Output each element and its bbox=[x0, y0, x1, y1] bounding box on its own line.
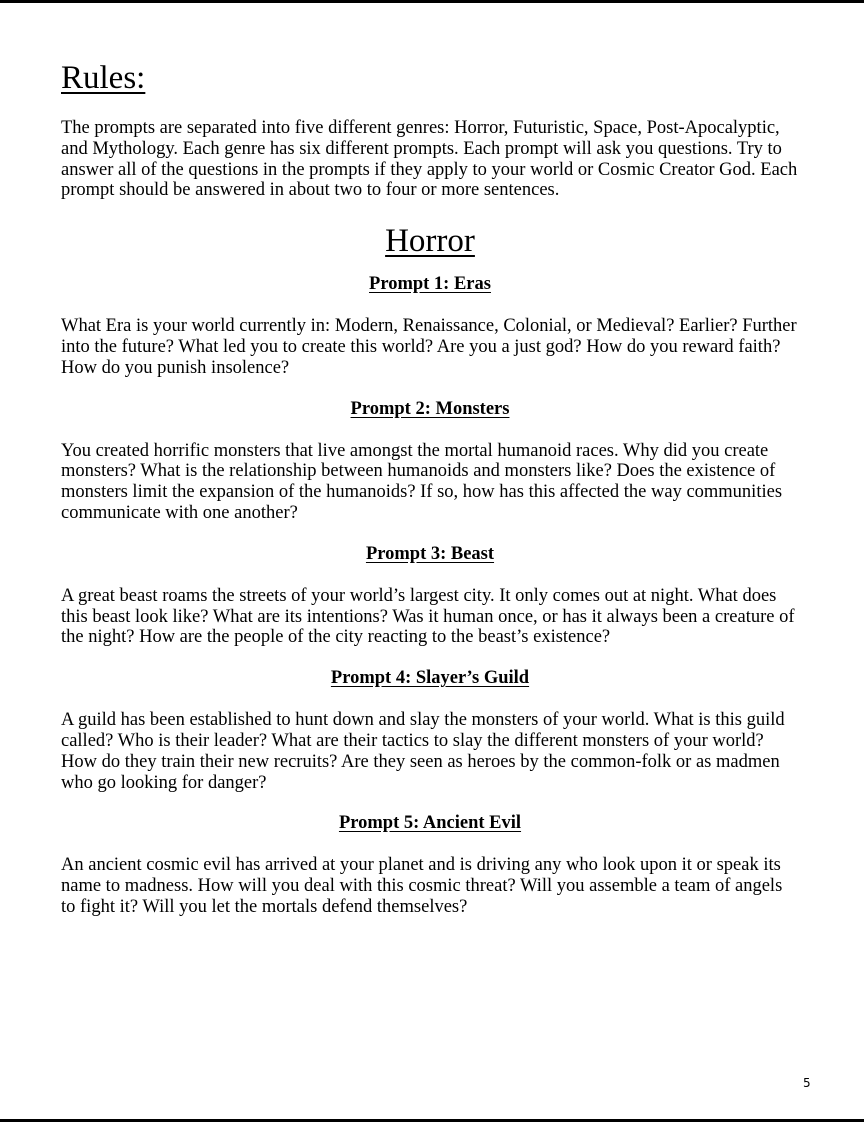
prompt-4 bbox=[61, 667, 799, 793]
prompt-2-body: You created horrific monsters that live amongst the mortal humanoid races. Why did you create monsters? What is the relationship between humanoids and monsters like? Does the existence of monsters limit the expansion of the humanoids? If so, how has this affected the way communities communicate with one another? bbox=[61, 440, 783, 523]
rules-paragraph: The prompts are separated into five different genres: Horror, Futuristic, Space, Post-Apocalyptic, and Mythology. Each genre has six different prompts. Each prompt will ask you questions. Try to answer all of the questions in the prompts if they apply to your world or Cosmic Creator God. Each prompt should be answered in about two to four or more sentences. bbox=[61, 118, 798, 201]
prompt-1 bbox=[61, 273, 799, 378]
prompt-1-title: Prompt 1: Eras bbox=[369, 274, 491, 295]
document-page bbox=[61, 58, 799, 937]
prompt-5 bbox=[61, 812, 799, 917]
bottom-border-line bbox=[0, 1119, 864, 1122]
prompt-1-body: What Era is your world currently in: Modern, Renaissance, Colonial, or Medieval? Earlier? Further into the future? What led you to create this world? Are you a just god? How do you reward faith? How do you punish insolence? bbox=[61, 316, 797, 378]
prompt-3-title: Prompt 3: Beast bbox=[365, 543, 495, 564]
top-border-line bbox=[0, 0, 864, 3]
prompt-2-title: Prompt 2: Monsters bbox=[350, 398, 510, 419]
prompt-5-title: Prompt 5: Ancient Evil bbox=[338, 813, 522, 834]
prompt-5-body: An ancient cosmic evil has arrived at your planet and is driving any who look upon it or speak its name to madness. How will you deal with this cosmic threat? Will you assemble a team of angels to fight it? Will you let the mortals defend themselves? bbox=[61, 855, 783, 917]
prompt-3-body: A great beast roams the streets of your world’s largest city. It only comes out at night. What does this beast look like? What are its intentions? Was it human once, or has it always been a creature of the night? How are the people of the city reacting to the beast’s existence? bbox=[61, 585, 795, 648]
prompt-3 bbox=[61, 543, 799, 648]
prompt-2 bbox=[61, 398, 799, 524]
prompt-4-body: A guild has been established to hunt down and slay the monsters of your world. What is this guild called? Who is their leader? What are their tactics to slay the different monsters of your world? How do they train their new recruits? Are they seen as heroes by the common-folk or as madmen who go looking for danger? bbox=[61, 710, 785, 793]
page-number: 5 bbox=[803, 1076, 811, 1090]
rules-heading: Rules: bbox=[61, 60, 146, 96]
prompt-4-title: Prompt 4: Slayer’s Guild bbox=[330, 668, 530, 689]
genre-heading-horror: Horror bbox=[385, 223, 475, 260]
